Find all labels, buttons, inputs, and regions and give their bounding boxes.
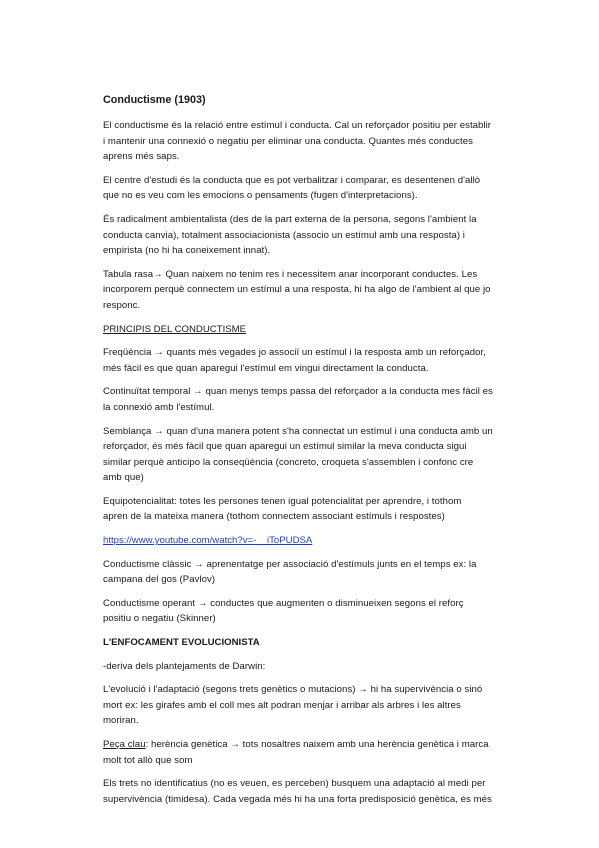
text-line: reforçador, és més fàcil que quan aparegui un estímul similar la meva conducta sigui bbox=[103, 441, 467, 453]
paragraph-darwin bbox=[103, 659, 513, 675]
paragraph-tabula-rasa bbox=[103, 267, 513, 314]
paragraph-trets bbox=[103, 776, 513, 807]
text-line: responc. bbox=[103, 299, 141, 311]
text-line: la connexió amb l'estímul. bbox=[103, 401, 215, 413]
paragraph-semblanca bbox=[103, 424, 513, 486]
text-line: És radicalment ambientalista (des de la part externa de la persona, segons l'ambient la bbox=[103, 213, 477, 225]
text-line: El centre d'estudi és la conducta que es pot verbalitzar i comparar, es desentenen d'allò bbox=[103, 174, 481, 186]
youtube-link[interactable]: https://www.youtube.com/watch?v=-__iToPUDSA bbox=[103, 535, 313, 547]
paragraph-equipotencialitat bbox=[103, 494, 513, 525]
section-heading-evolucionista: L'ENFOCAMENT EVOLUCIONISTA bbox=[103, 637, 260, 649]
paragraph-conductisme-operant bbox=[103, 596, 513, 627]
text-line: amb que) bbox=[103, 472, 144, 484]
text-line: Conductisme operant → conductes que augmenten o disminueixen segons el reforç bbox=[103, 597, 464, 609]
key-term-label: Peça clau bbox=[103, 739, 146, 750]
paragraph-study-center bbox=[103, 173, 513, 204]
paragraph-frequencia bbox=[103, 345, 513, 376]
text-line: Continuïtat temporal → quan menys temps passa del reforçador a la conducta mes fàcil es bbox=[103, 386, 493, 398]
text-line: Freqüència → quants més vegades jo associï un estímul i la resposta amb un reforçador, bbox=[103, 347, 486, 359]
text-line: Els trets no identificatius (no es veuen, es perceben) busquem una adaptació al medi per bbox=[103, 778, 486, 790]
text-line: mort ex: les girafes amb el coll mes alt podran menjar i arribar als arbres i les altres bbox=[103, 699, 461, 711]
text-line bbox=[103, 737, 513, 753]
text-line: que no es veu com les emocions o pensaments (fugen d'interpretacions). bbox=[103, 190, 418, 202]
text-line: moriran. bbox=[103, 715, 139, 727]
text-line: conducta canvia), totalment associacionista (associo un estímul amb una resposta) i bbox=[103, 229, 465, 241]
text-line: aprens més saps. bbox=[103, 151, 180, 163]
text-line: més fàcil es que quan aparegui l'estímul em vingui directament la conducta. bbox=[103, 362, 429, 374]
text-line: empirista (no hi ha coneixement innat). bbox=[103, 245, 271, 257]
text-fragment: : herència genètica → tots nosaltres naixem amb una herència genètica i marca bbox=[145, 739, 489, 750]
text-line: Conductisme clàssic → aprenentatge per associació d'estímuls junts en el temps ex: la bbox=[103, 558, 477, 570]
text-line: Tabula rasa→ Quan naixem no tenim res i necessitem anar incorporant conductes. Les bbox=[103, 268, 478, 280]
text-line: campana del gos (Pavlov) bbox=[103, 574, 216, 586]
document-title: Conductisme (1903) bbox=[103, 94, 206, 106]
text-line: L'evolució i l'adaptació (segons trets genètics o mutacions) → hi ha supervivència o sinó bbox=[103, 684, 483, 696]
text-line: molt tot allò que som bbox=[103, 754, 193, 766]
text-line: apren de la mateixa manera (tothom connectem associant estímuls i respostes) bbox=[103, 511, 445, 523]
section-heading-principis: PRINCIPIS DEL CONDUCTISME bbox=[103, 323, 247, 335]
paragraph-peca-clau bbox=[103, 737, 513, 768]
text-line: Semblança → quan d'una manera potent s'ha connectat un estímul i una conducta amb un bbox=[103, 425, 493, 437]
text-line: similar perquè anticipo la conseqüència (concreto, croqueta s'assemblen i confonc cre bbox=[103, 456, 474, 468]
text-line: incorporem perquè connectem un estímul a una resposta, hi ha algo de l'ambient al que jo bbox=[103, 284, 491, 296]
text-line: i mantenir una connexió o negatiu per eliminar una conducta. Quantes més conductes bbox=[103, 135, 473, 147]
text-line: supervivència (timidesa). Cada vegada més hi ha una forta predisposició genètica, és més bbox=[103, 793, 492, 805]
text-line: El conductisme és la relació entre estímul i conducta. Cal un reforçador positiu per establir bbox=[103, 120, 492, 131]
text-line: Equipotencialitat: totes les persones tenen igual potencialitat per aprendre, i tothom bbox=[103, 495, 462, 507]
text-line: -deriva dels plantejaments de Darwin: bbox=[103, 660, 266, 672]
paragraph-conductisme-classic bbox=[103, 557, 513, 588]
paragraph-continuitat bbox=[103, 384, 513, 415]
text-line: positiu o negatiu (Skinner) bbox=[103, 613, 216, 625]
paragraph-definition bbox=[103, 118, 513, 165]
paragraph-evolucio bbox=[103, 682, 513, 729]
paragraph-ambientalista bbox=[103, 212, 513, 259]
